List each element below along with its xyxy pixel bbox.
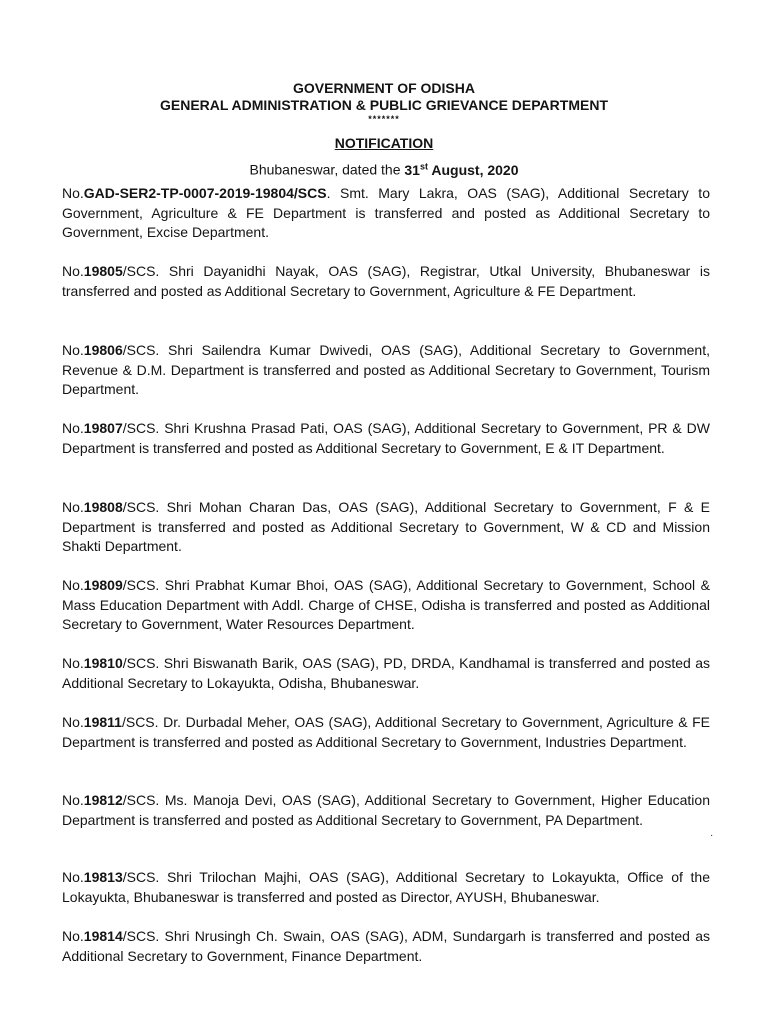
dateline-prefix: Bhubaneswar, dated the — [249, 161, 405, 178]
order-paragraph — [62, 341, 710, 400]
order-number: 19812 — [83, 792, 123, 808]
order-prefix: No. — [62, 928, 84, 944]
dateline-month-year: August, 2020 — [427, 161, 519, 178]
order-text: /SCS. Shri Nrusingh Ch. Swain, OAS (SAG), ADM, Sundargarh is transferred and posted as Additional Secretary to Government, Finance Department. — [62, 928, 710, 964]
government-heading: GOVERNMENT OF ODISHA — [292, 80, 475, 96]
order-prefix: No. — [62, 185, 84, 201]
order-prefix: No. — [62, 499, 84, 515]
order-number: 19808 — [83, 499, 123, 515]
order-number: 19805 — [83, 263, 123, 279]
order-text: /SCS. Shri Sailendra Kumar Dwivedi, OAS (SAG), Additional Secretary to Government, Revenue & D.M. Department is transferred and posted as Additional Secretary to Government, Tourism Department. — [62, 342, 710, 397]
order-number: GAD-SER2-TP-0007-2019-19804/SCS — [83, 185, 327, 201]
order-text: /SCS. Shri Mohan Charan Das, OAS (SAG), Additional Secretary to Government, F & E Department is transferred and posted as Additional Secretary to Government, W & CD and Mission Shakti Department. — [62, 499, 710, 554]
order-prefix: No. — [62, 342, 84, 358]
separator-stars: ******* — [368, 114, 400, 124]
order-paragraph — [62, 262, 710, 301]
order-prefix: No. — [62, 263, 84, 279]
order-text: /SCS. Shri Krushna Prasad Pati, OAS (SAG), Additional Secretary to Government, PR & DW Department is transferred and posted as Additional Secretary to Government, E & IT Department. — [62, 420, 710, 456]
order-number: 19814 — [83, 928, 123, 944]
order-number: 19810 — [83, 655, 123, 671]
order-number: 19811 — [83, 714, 122, 730]
order-prefix: No. — [62, 714, 84, 730]
order-paragraph — [62, 713, 710, 752]
order-text: /SCS. Shri Biswanath Barik, OAS (SAG), PD, DRDA, Kandhamal is transferred and posted as Additional Secretary to Lokayukta, Odisha, Bhubaneswar. — [62, 655, 710, 691]
department-heading: GENERAL ADMINISTRATION & PUBLIC GRIEVANCE DEPARTMENT — [159, 97, 608, 113]
order-paragraph — [62, 419, 710, 458]
order-paragraph — [62, 498, 710, 557]
order-paragraph — [62, 576, 710, 635]
notification-title-text: NOTIFICATION — [334, 135, 434, 151]
order-number: 19807 — [83, 420, 123, 436]
order-paragraph — [62, 791, 710, 830]
dateline-day-suffix: st — [419, 161, 428, 171]
order-prefix: No. — [62, 420, 84, 436]
notification-title — [0, 135, 768, 151]
order-text: /SCS. Shri Dayanidhi Nayak, OAS (SAG), Registrar, Utkal University, Bhubaneswar is transferred and posted as Additional Secretary to Government, Agriculture & FE Department. — [62, 263, 710, 299]
order-paragraph — [62, 868, 710, 907]
dateline-date — [404, 162, 518, 178]
dateline-day: 31 — [404, 161, 420, 178]
order-prefix: No. — [62, 655, 84, 671]
scan-speck: · — [710, 830, 714, 841]
order-paragraph — [62, 654, 710, 693]
order-prefix: No. — [62, 792, 84, 808]
order-prefix: No. — [62, 869, 84, 885]
order-text: /SCS. Shri Trilochan Majhi, OAS (SAG), Additional Secretary to Lokayukta, Office of the Lokayukta, Bhubaneswar is transferred and posted as Director, AYUSH, Bhubaneswar. — [62, 869, 710, 905]
order-paragraph — [62, 184, 710, 243]
order-text: /SCS. Ms. Manoja Devi, OAS (SAG), Additional Secretary to Government, Higher Education Department is transferred and posted as Additional Secretary to Government, PA Department. — [62, 792, 710, 828]
order-number: 19806 — [83, 342, 123, 358]
order-paragraph — [62, 927, 710, 966]
order-number: 19809 — [83, 577, 123, 593]
dateline — [0, 161, 768, 178]
order-prefix: No. — [62, 577, 84, 593]
order-number: 19813 — [83, 869, 123, 885]
order-text: . Smt. Mary Lakra, OAS (SAG), Additional Secretary to Government, Agriculture & FE Department is transferred and posted as Additional Secretary to Government, Excise Department. — [62, 185, 710, 240]
order-text: /SCS. Shri Prabhat Kumar Bhoi, OAS (SAG), Additional Secretary to Government, School & Mass Education Department with Addl. Charge of CHSE, Odisha is transferred and posted as Additional Secretary to Government, Water Resources Department. — [62, 577, 710, 632]
order-text: /SCS. Dr. Durbadal Meher, OAS (SAG), Additional Secretary to Government, Agriculture & FE Department is transferred and posted as Additional Secretary to Government, Industries Department. — [62, 714, 710, 750]
